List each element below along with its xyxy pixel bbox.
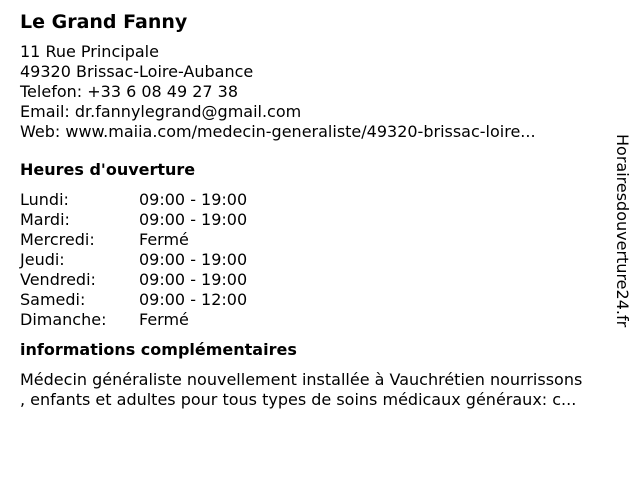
time-value: 09:00 - 12:00 xyxy=(139,290,248,309)
time-value: 09:00 - 19:00 xyxy=(139,250,248,269)
opening-hours-table xyxy=(20,190,610,330)
site-watermark-text: Horairesdouverture24.fr xyxy=(613,134,632,328)
hours-row-thursday xyxy=(20,250,610,270)
address-line-1: 11 Rue Principale xyxy=(20,42,159,61)
hours-row-tuesday xyxy=(20,210,610,230)
description-line-2: , enfants et adultes pour tous types de soins médicaux généraux: c... xyxy=(20,390,577,409)
business-card xyxy=(20,10,610,410)
time-value: 09:00 - 19:00 xyxy=(139,210,248,229)
hours-row-saturday xyxy=(20,290,610,310)
hours-row-sunday xyxy=(20,310,610,330)
day-label: Dimanche: xyxy=(20,310,107,329)
day-label: Lundi: xyxy=(20,190,69,209)
phone-text: Telefon: +33 6 08 49 27 38 xyxy=(20,82,239,101)
hours-row-monday xyxy=(20,190,610,210)
day-label: Vendredi: xyxy=(20,270,96,289)
time-value: 09:00 - 19:00 xyxy=(139,270,248,289)
time-value: Fermé xyxy=(139,230,189,249)
day-label: Samedi: xyxy=(20,290,86,309)
address-line-2: 49320 Brissac-Loire-Aubance xyxy=(20,62,254,81)
hours-row-friday xyxy=(20,270,610,290)
time-value: Fermé xyxy=(139,310,189,329)
web-text: Web: www.maiia.com/medecin-generaliste/49320-brissac-loire... xyxy=(20,122,536,141)
additional-info-heading: informations complémentaires xyxy=(20,340,297,359)
business-name: Le Grand Fanny xyxy=(20,11,188,33)
day-label: Jeudi: xyxy=(20,250,65,269)
day-label: Mardi: xyxy=(20,210,70,229)
opening-hours-heading: Heures d'ouverture xyxy=(20,160,196,179)
hours-row-wednesday xyxy=(20,230,610,250)
email-text: Email: dr.fannylegrand@gmail.com xyxy=(20,102,302,121)
time-value: 09:00 - 19:00 xyxy=(139,190,248,209)
description-line-1: Médecin généraliste nouvellement installée à Vauchrétien nourrissons xyxy=(20,370,583,389)
day-label: Mercredi: xyxy=(20,230,95,249)
